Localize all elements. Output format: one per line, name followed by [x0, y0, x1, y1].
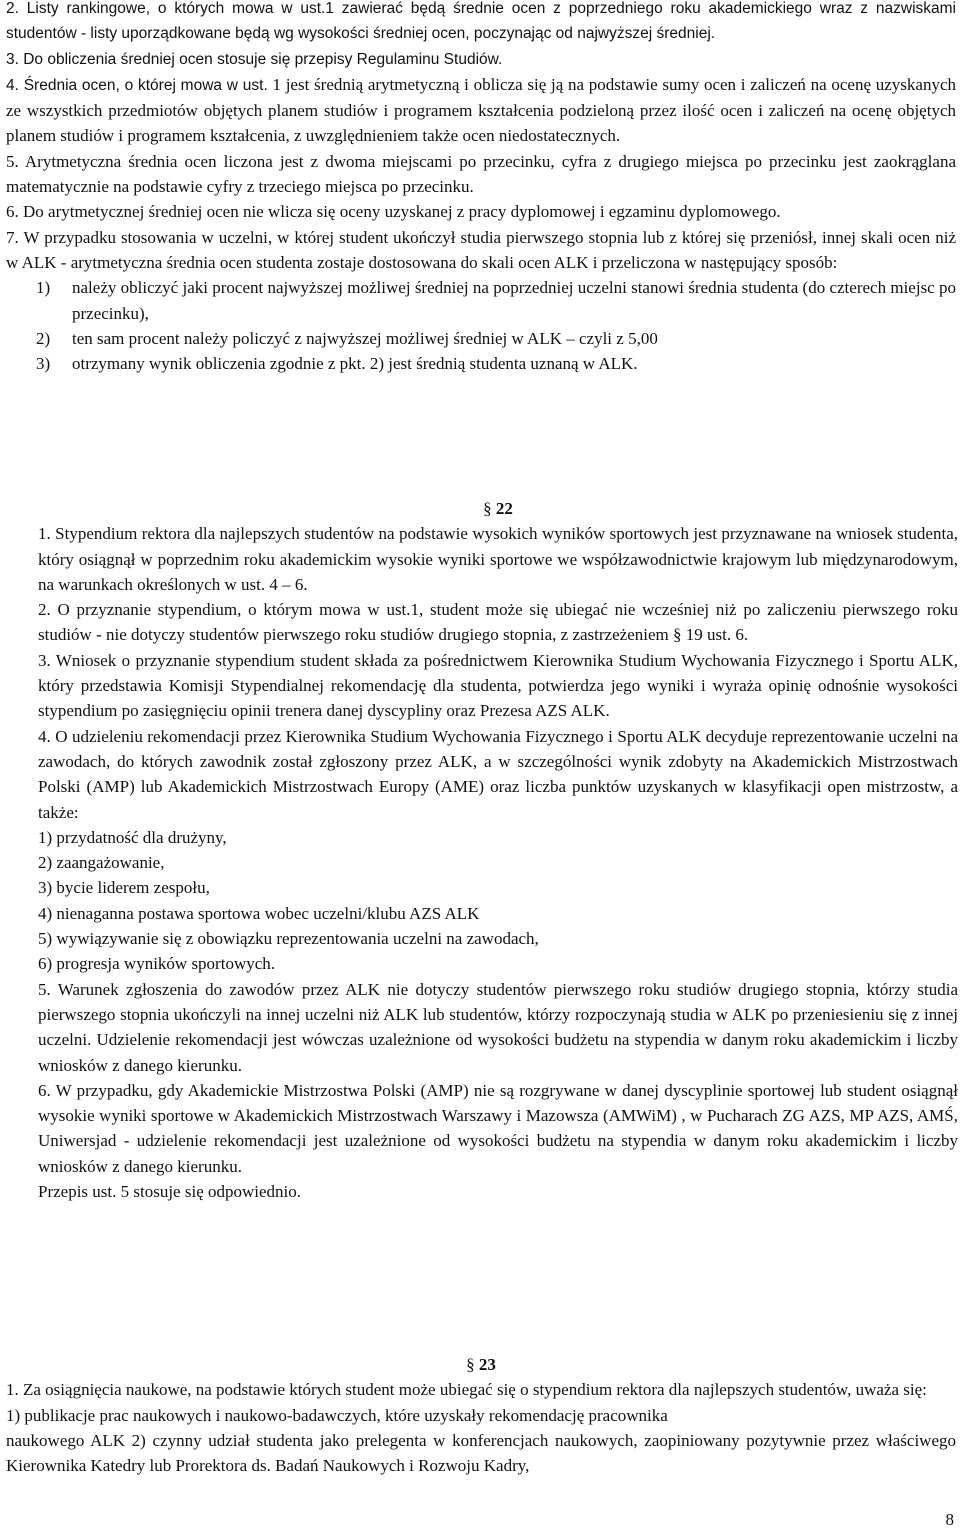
paragraph-2: 2. O przyznanie stypendium, o którym mowa w ust.1, student może się ubiegać nie wcześniej niż po zaliczeniu pierwszego roku studiów - nie dotyczy studentów pierwszego roku studiów drugiego stopnia, z zastrzeżeniem § 19 ust. 6.	[38, 600, 958, 645]
list-item: 6) progresja wyników sportowych.	[38, 954, 276, 974]
paragraph-1: 1. Za osiągnięcia naukowe, na podstawie których student może ubiegać się o stypendium rektora dla najlepszych studentów, uważa się:	[6, 1380, 927, 1400]
section-22-heading	[38, 496, 958, 521]
conversion-steps-list	[6, 275, 956, 376]
list-item: 3) bycie liderem zespołu,	[38, 878, 210, 898]
section-sign: §	[483, 499, 492, 518]
section-23-heading	[6, 1352, 956, 1377]
list-item-number: 1)	[36, 278, 51, 298]
paragraph-1: 1. Stypendium rektora dla najlepszych studentów na podstawie wysokich wyników sportowych jest przyznawane na wniosek studenta, który osiągnął w poprzednim roku akademickim wysokie wyniki sportowe we współzawodnictwie krajowym lub międzynarodowym, na warunkach określonych w ust. 4 – 6.	[38, 524, 958, 594]
paragraph-6: 6. W przypadku, gdy Akademickie Mistrzostwa Polski (AMP) nie są rozgrywane w danej dyscyplinie sportowej lub student osiągnął wysokie wyniki sportowe w Akademickich Mistrzostwach Warszawy i Mazowsza (AMWiM) , w Pucharach ZG AZS, MP AZS, AMŚ, Uniwersjad - udzielenie rekomendacji jest uzależnione od wysokości budżetu na stypendia w danym roku akademickim i liczby wniosków z danego kierunku.	[38, 1080, 958, 1176]
paragraph-4	[6, 72, 956, 149]
list-item: 5) wywiązywanie się z obowiązku reprezentowania uczelni na zawodach,	[38, 929, 539, 949]
list-item-text: należy obliczyć jaki procent najwyższej możliwej średniej na poprzedniej uczelni stanowi średnia studenta (do czterech miejsc po przecinku),	[72, 278, 956, 323]
paragraph-3: 3. Do obliczenia średniej ocen stosuje się przepisy Regulaminu Studiów.	[6, 50, 503, 68]
section-intro	[6, 0, 956, 376]
paragraph-4-lead: 4. Średnia ocen, o której mowa w ust.	[6, 76, 268, 94]
page-number: 8	[945, 1510, 954, 1529]
paragraph-7: Przepis ust. 5 stosuje się odpowiednio.	[38, 1182, 302, 1202]
paragraph-3: 3. Wniosek o przyznanie stypendium student składa za pośrednictwem Kierownika Studium Wychowania Fizycznego i Sportu ALK, który przedstawia Komisji Stypendialnej rekomendację dla studenta, potwierdza jego wyniki i wyraża opinię odnośnie wysokości stypendium po zasięgnięciu opinii trenera danej dyscypliny oraz Prezesa AZS ALK.	[38, 650, 958, 721]
criteria-list	[38, 825, 958, 977]
section-number: 22	[495, 499, 513, 518]
list-item-number: 2)	[36, 328, 51, 348]
list-item	[6, 275, 956, 326]
list-item: 1) przydatność dla drużyny,	[38, 827, 227, 847]
paragraph-2-line-1: 1) publikacje prac naukowych i naukowo-badawczych, które uzyskały rekomendację pracownika	[6, 1405, 668, 1425]
section-23	[6, 1352, 956, 1478]
section-sign: §	[466, 1355, 475, 1374]
list-item-text: ten sam procent należy policzyć z najwyższej możliwej średniej w ALK – czyli z 5,00	[72, 328, 658, 348]
paragraph-7: 7. W przypadku stosowania w uczelni, w której student ukończył studia pierwszego stopnia lub z której się przeniósł, innej skali ocen niż w ALK - arytmetyczna średnia ocen studenta zostaje dostosowana do skali ocen ALK i przeliczona w następujący sposób:	[6, 227, 956, 272]
paragraph-2-line-2: naukowego ALK 2) czynny udział studenta jako prelegenta w konferencjach naukowych, zaopiniowany pozytywnie przez właściwego Kierownika Katedry lub Prorektora ds. Badań Naukowych i Rozwoju Kadry,	[6, 1430, 956, 1476]
list-item: 4) nienaganna postawa sportowa wobec uczelni/klubu AZS ALK	[38, 903, 480, 923]
paragraph-2: 2. Listy rankingowe, o których mowa w ust.1 zawierać będą średnie ocen z poprzedniego roku akademickiego wraz z nazwiskami studentów - listy uporządkowane będą wg wysokości średniej ocen, poczynając od najwyższej średniej.	[6, 0, 956, 43]
paragraph-4-rest: 1 jest średnią arytmetyczną i oblicza się ją na podstawie sumy ocen i zaliczeń na ocenę uzyskanych ze wszystkich przedmiotów objętych planem studiów i programem kształcenia podzieloną przez ilość ocen i zaliczeń na ocenę objętych planem studiów i programem kształcenia, z uwzględnieniem także ocen niedostatecznych.	[6, 74, 956, 146]
list-item-number: 3)	[36, 354, 51, 374]
list-item: 2) zaangażowanie,	[38, 853, 165, 873]
list-item	[6, 326, 956, 351]
list-item	[6, 351, 956, 376]
paragraph-6: 6. Do arytmetycznej średniej ocen nie wlicza się oceny uzyskanej z pracy dyplomowej i egzaminu dyplomowego.	[6, 202, 781, 222]
list-item-text: otrzymany wynik obliczenia zgodnie z pkt. 2) jest średnią studenta uznaną w ALK.	[72, 354, 638, 374]
section-22	[38, 496, 958, 1204]
section-number: 23	[478, 1355, 496, 1374]
paragraph-4: 4. O udzieleniu rekomendacji przez Kierownika Studium Wychowania Fizycznego i Sportu ALK decyduje reprezentowanie uczelni na zawodach, do których zawodnik został zgłoszony przez ALK, a w szczególności wynik zdobyty na Akademickich Mistrzostwach Polski (AMP) lub Akademickich Mistrzostwach Europy (AME) oraz liczba punktów uzyskanych w klasyfikacji open mistrzostw, a także:	[38, 726, 958, 822]
paragraph-5: 5. Warunek zgłoszenia do zawodów przez ALK nie dotyczy studentów pierwszego roku studiów drugiego stopnia, którzy studia pierwszego stopnia ukończyli na innej uczelni niż ALK lub studentów, którzy rozpoczynają studia w ALK po przeniesieniu się z innej uczelni. Udzielenie rekomendacji jest wówczas uzależnione od wysokości budżetu na stypendia w danym roku akademickim i liczby wniosków z danego kierunku.	[38, 979, 958, 1075]
paragraph-5: 5. Arytmetyczna średnia ocen liczona jest z dwoma miejscami po przecinku, cyfra z drugiego miejsca po przecinku jest zaokrąglana matematycznie na podstawie cyfry z trzeciego miejsca po przecinku.	[6, 151, 956, 197]
